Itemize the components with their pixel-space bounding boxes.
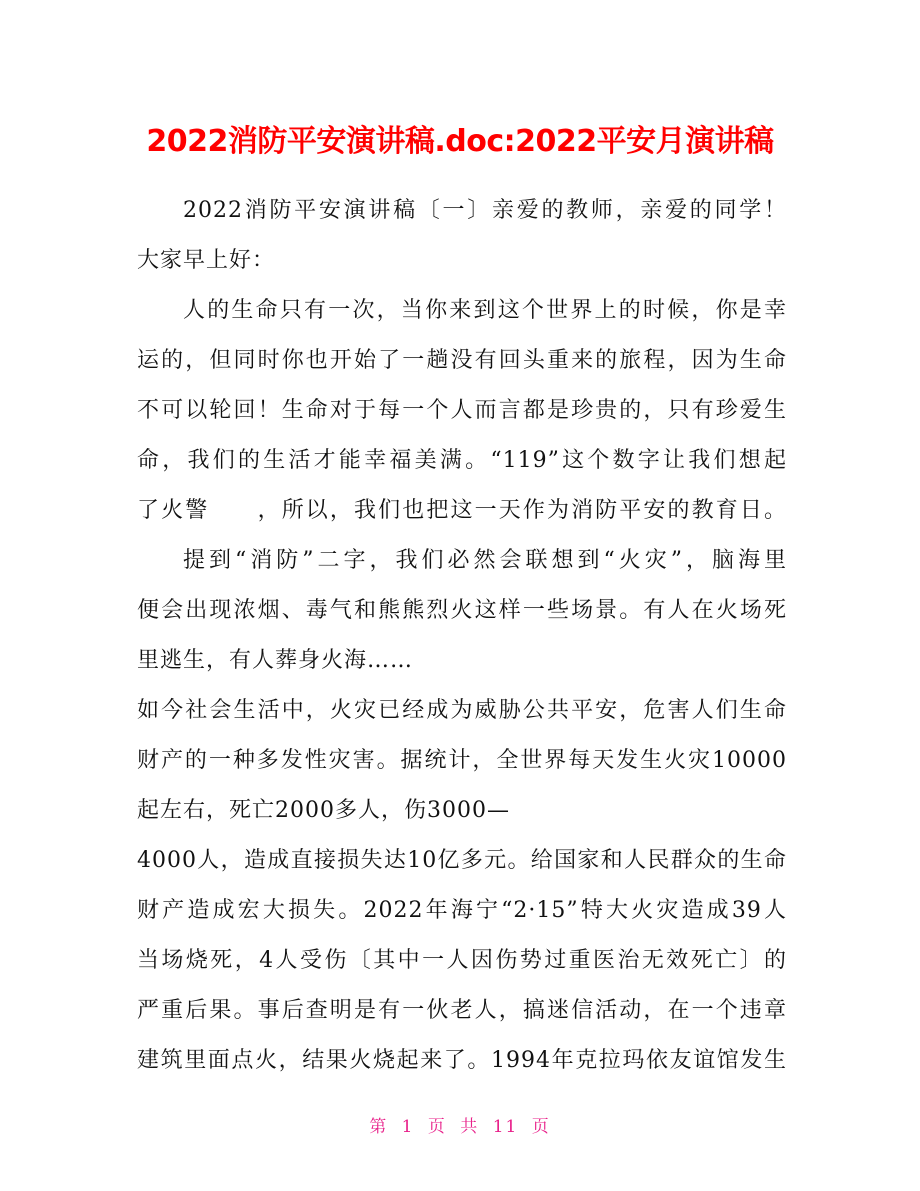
body-line: 财产的一种多发性灾害。据统计，全世界每天发生火灾10000 xyxy=(137,748,787,773)
body-line: 里逃生，有人葬身火海…… xyxy=(137,648,414,673)
body-line: 人的生命只有一次，当你来到这个世界上的时候，你是幸 xyxy=(183,298,787,323)
body-line: 大家早上好： xyxy=(137,248,276,273)
body-line: 2022消防平安演讲稿〔一〕亲爱的教师，亲爱的同学！ xyxy=(183,198,787,223)
body-line: 财产造成宏大损失。2022年海宁“2·15”特大火灾造成39人 xyxy=(137,898,787,923)
body-line: 建筑里面点火，结果火烧起来了。1994年克拉玛依友谊馆发生 xyxy=(137,1048,787,1073)
body-line: 起左右，死亡2000多人，伤3000— xyxy=(137,798,510,823)
page-number-footer: 第 1 页 共 11 页 xyxy=(369,1117,551,1137)
body-line: 当场烧死，4人受伤〔其中一人因伤势过重医治无效死亡〕的 xyxy=(137,948,787,973)
body-line: 了火警 ，所以，我们也把这一天作为消防平安的教育日。 xyxy=(137,498,787,523)
document-title: 2022消防平安演讲稿.doc:2022平安月演讲稿 xyxy=(146,124,774,159)
body-line: 命，我们的生活才能幸福美满。“119”这个数字让我们想起 xyxy=(137,448,787,473)
document-body xyxy=(137,186,787,1086)
body-line: 运的，但同时你也开始了一趟没有回头重来的旅程，因为生命 xyxy=(137,348,787,373)
body-line: 不可以轮回！生命对于每一个人而言都是珍贵的，只有珍爱生 xyxy=(137,398,787,423)
body-line: 4000人，造成直接损失达10亿多元。给国家和人民群众的生命 xyxy=(137,848,787,873)
body-line: 便会出现浓烟、毒气和熊熊烈火这样一些场景。有人在火场死 xyxy=(137,598,787,623)
body-line: 提到“消防”二字，我们必然会联想到“火灾”，脑海里 xyxy=(183,548,787,573)
body-line: 严重后果。事后查明是有一伙老人，搞迷信活动，在一个违章 xyxy=(137,998,787,1023)
body-line: 如今社会生活中，火灾已经成为威胁公共平安，危害人们生命 xyxy=(137,698,787,723)
